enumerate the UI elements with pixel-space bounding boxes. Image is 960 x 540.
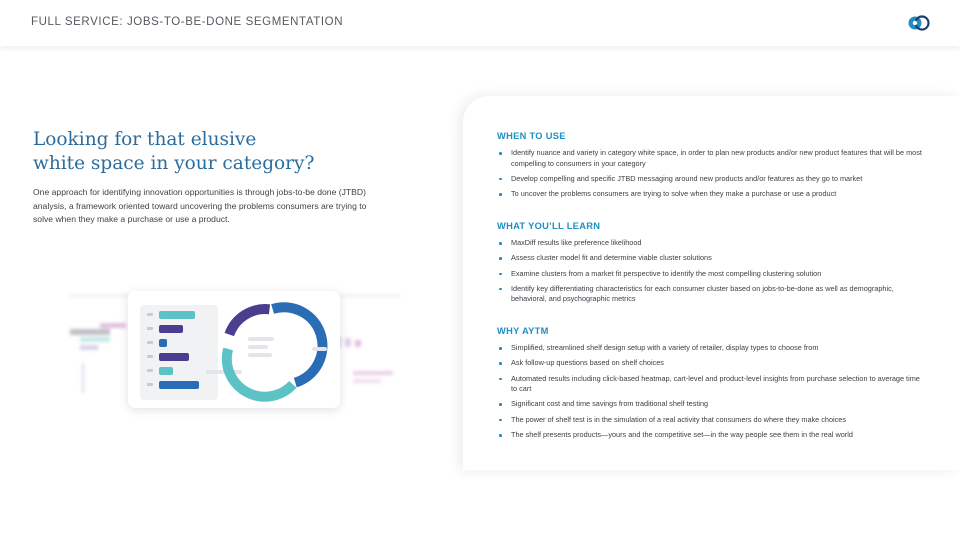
brand-logo-icon [907,14,931,32]
hero-intro: One approach for identifying innovation opportunities is through jobs-to-be done (JTBD) analysis, a framework oriented toward uncovering the problems consumers are trying to solve when they make a purchase or use a product. [33,187,367,224]
list-item: To uncover the problems consumers are trying to solve when they make a purchase or use a product [497,189,927,200]
list-item: Ask follow-up questions based on shelf choices [497,358,927,369]
list-item: Identify key differentiating characteristics for each consumer cluster based on jobs-to-be-done as well as demographic, behavioral, and psychographic metrics [497,284,927,305]
hero-headline [33,128,393,176]
section-title: WHEN TO USE [497,131,566,141]
top-bar [0,0,960,46]
section-when-to-use [497,131,927,204]
hero-headline-line1: Looking for that elusive [33,129,257,150]
list-item: Automated results including click-based heatmap, cart-level and product-level insights from purchase selection to average time to cart [497,374,927,395]
list-item: Identify nuance and variety in category white space, in order to plan new products and/or new product features that will be most compelling to consumers in your category [497,148,927,169]
section-what-youll-learn [497,221,927,310]
info-panel [463,96,960,470]
list-item: The power of shelf test is in the simulation of a real activity that consumers do where they make choices [497,415,927,426]
list-item: Significant cost and time savings from traditional shelf testing [497,399,927,410]
section-title: WHAT YOU’LL LEARN [497,221,601,231]
segmentation-chart-illustration [60,285,400,415]
segmentation-graphic [128,291,340,408]
list-item: The shelf presents products—yours and the competitive set—in the way people see them in the real world [497,430,927,441]
list-item: Develop compelling and specific JTBD messaging around new products and/or features as they go to market [497,174,927,185]
list-item: Examine clusters from a market fit perspective to identify the most compelling clustering solution [497,269,927,280]
list-item: MaxDiff results like preference likelihood [497,238,927,249]
page-title: FULL SERVICE: JOBS-TO-BE-DONE SEGMENTATION [31,16,344,28]
bullet-list [497,148,927,200]
segmentation-card [128,291,340,408]
hero-headline-line2: white space in your category? [33,153,315,174]
section-why-aytm [497,326,927,445]
list-item: Simplified, streamlined shelf design setup with a variety of retailer, display types to choose from [497,343,927,354]
bullet-list [497,343,927,441]
bullet-list [497,238,927,305]
section-title: WHY AYTM [497,326,549,336]
list-item: Assess cluster model fit and determine viable cluster solutions [497,253,927,264]
